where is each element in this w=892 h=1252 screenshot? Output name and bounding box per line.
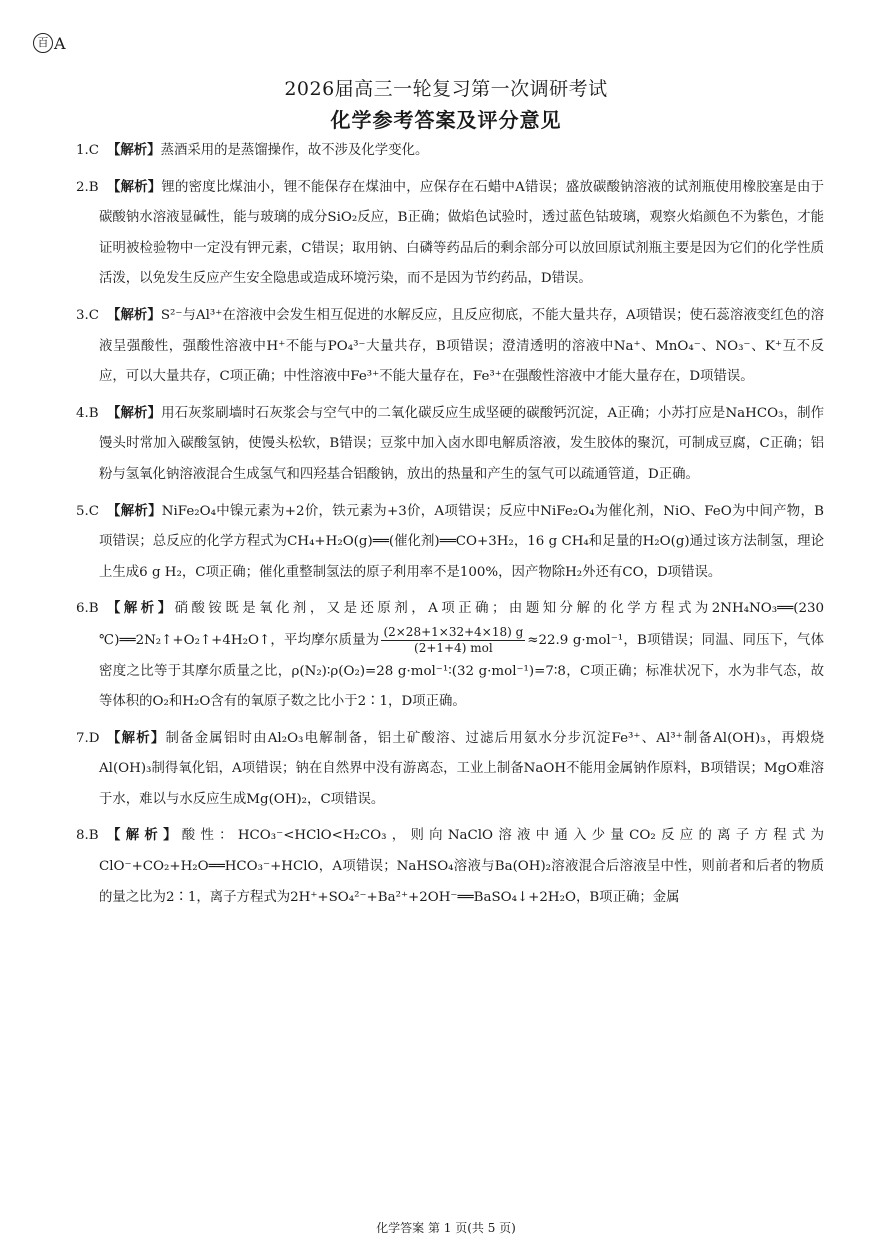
- question-number: 2.B: [76, 179, 99, 195]
- question-number: 4.B: [76, 405, 99, 421]
- fraction-denominator: (2+1+4) mol: [414, 640, 493, 655]
- answer-item-3: [76, 301, 824, 393]
- analysis-label: 【解析】: [107, 307, 161, 323]
- exam-title: 2026届高三一轮复习第一次调研考试: [284, 78, 608, 100]
- question-number: 8.B: [76, 828, 99, 844]
- circled-char: 百: [33, 33, 53, 53]
- analysis-label: 【解析】: [107, 143, 161, 158]
- page-footer: 化学答案 第 1 页(共 5 页): [376, 1221, 516, 1235]
- analysis-text: 锂的密度比煤油小，锂不能保存在煤油中，应保存在石蜡中A错误；盛放碳酸钠溶液的试剂瓶使用橡胶塞是由于碳酸钠水溶液显碱性，能与玻璃的成分SiO₂反应，B正确；做焰色试验时，透过蓝色钴玻璃，观察火焰颜色不为紫色，才能证明被检验物中一定没有钾元素，C错误；取用钠、白磷等药品后的剩余部分可以放回原试剂瓶主要是因为它们的化学性质活泼，以免发生反应产生安全隐患或造成环境污染，而不是因为节约药品，D错误。: [99, 179, 825, 287]
- answer-item-4: [76, 399, 824, 491]
- answer-item-5: [76, 497, 824, 589]
- analysis-text: 制备金属铝时由Al₂O₃电解制备，铝土矿酸溶、过滤后用氨水分步沉淀Fe³⁺、Al³⁺制备Al(OH)₃，再煅烧Al(OH)₃制得氧化铝，A项错误；钠在自然界中没有游离态，工业上制备NaOH不能用金属钠作原料，B项错误；MgO难溶于水，难以与水反应生成Mg(OH)₂，C项错误。: [99, 730, 825, 807]
- paper-version-badge: [33, 33, 66, 53]
- analysis-text: 用石灰浆刷墙时石灰浆会与空气中的二氧化碳反应生成坚硬的碳酸钙沉淀，A正确；小苏打应是NaHCO₃，制作馒头时常加入碳酸氢钠，使馒头松软，B错误；豆浆中加入卤水即电解质溶液，发生胶体的聚沉，可制成豆腐，C正确；铝粉与氢氧化钠溶液混合生成氢气和四羟基合铝酸钠，放出的热量和产生的氢气可以疏通管道，D正确。: [99, 405, 825, 482]
- answer-item-1: [76, 136, 824, 167]
- analysis-text: S²⁻与Al³⁺在溶液中会发生相互促进的水解反应，且反应彻底，不能大量共存，A项错误；使石蕊溶液变红色的溶液呈强酸性，强酸性溶液中H⁺不能与PO₄³⁻大量共存，B项错误；澄清透明的溶液中Na⁺、MnO₄⁻、NO₃⁻、K⁺互不反应，可以大量共存，C项正确；中性溶液中Fe³⁺不能大量存在，Fe³⁺在强酸性溶液中才能大量存在，D项错误。: [99, 307, 824, 385]
- version-letter: A: [54, 33, 66, 53]
- fraction-numerator: (2×28+1×32+4×18) g: [383, 624, 524, 639]
- document-subtitle: 化学参考答案及评分意见: [330, 108, 562, 132]
- question-number: 5.C: [76, 503, 100, 519]
- answer-item-6: [76, 594, 824, 717]
- question-number: 6.B: [76, 601, 99, 617]
- analysis-label: 【解析】: [107, 179, 162, 195]
- analysis-label: 【解析】: [107, 730, 166, 746]
- answer-item-8: [76, 821, 824, 913]
- answer-item-2: [76, 173, 824, 295]
- question-number: 1.C: [76, 143, 100, 158]
- analysis-label: 【解析】: [107, 405, 162, 421]
- analysis-label: 【解析】: [107, 503, 162, 519]
- analysis-text: 硝酸铵既是氧化剂，又是还原剂，A项正确；由题知分解的化学方程式为2NH₄NO₃══(230 ℃)══2N₂↑+O₂↑+4H₂O↑，平均摩尔质量为: [99, 601, 824, 648]
- molar-mass-fraction: [381, 625, 525, 656]
- question-number: 3.C: [76, 307, 100, 323]
- question-number: 7.D: [76, 730, 100, 746]
- answer-item-7: [76, 724, 824, 816]
- analysis-text-cont: ≈22.9 g·mol⁻¹，B项错误；同温、同压下，气体密度之比等于其摩尔质量之比，ρ(N₂)∶ρ(O₂)=28 g·mol⁻¹∶(32 g·mol⁻¹)=7∶8，C项正确；标准状况下，水为非气态，故等体积的O₂和H₂O含有的氧原子数之比小于2∶1，D项正确。: [99, 632, 825, 710]
- analysis-text: NiFe₂O₄中镍元素为+2价，铁元素为+3价，A项错误；反应中NiFe₂O₄为催化剂，NiO、FeO为中间产物，B项错误；总反应的化学方程式为CH₄+H₂O(g)══(催化剂)══CO+3H₂，16 g CH₄和足量的H₂O(g)通过该方法制氢，理论上生成6 g H₂，C项正确；催化重整制氢法的原子利用率不是100%，因产物除H₂外还有CO，D项错误。: [99, 503, 825, 580]
- analysis-label: 【解析】: [107, 601, 175, 617]
- analysis-text: 蒸酒采用的是蒸馏操作，故不涉及化学变化。: [160, 143, 429, 158]
- analysis-text: 酸性：HCO₃⁻<HClO<H₂CO₃，则向NaClO溶液中通入少量CO₂反应的离子方程式为ClO⁻+CO₂+H₂O══HCO₃⁻+HClO，A项错误；NaHSO₄溶液与Ba(OH)₂溶液混合后溶液呈中性，则前者和后者的物质的量之比为2∶1，离子方程式为2H⁺+SO₄²⁻+Ba²⁺+2OH⁻══BaSO₄↓+2H₂O，B项正确；金属: [99, 828, 825, 905]
- analysis-label: 【解析】: [107, 828, 182, 844]
- answer-list: [76, 136, 824, 919]
